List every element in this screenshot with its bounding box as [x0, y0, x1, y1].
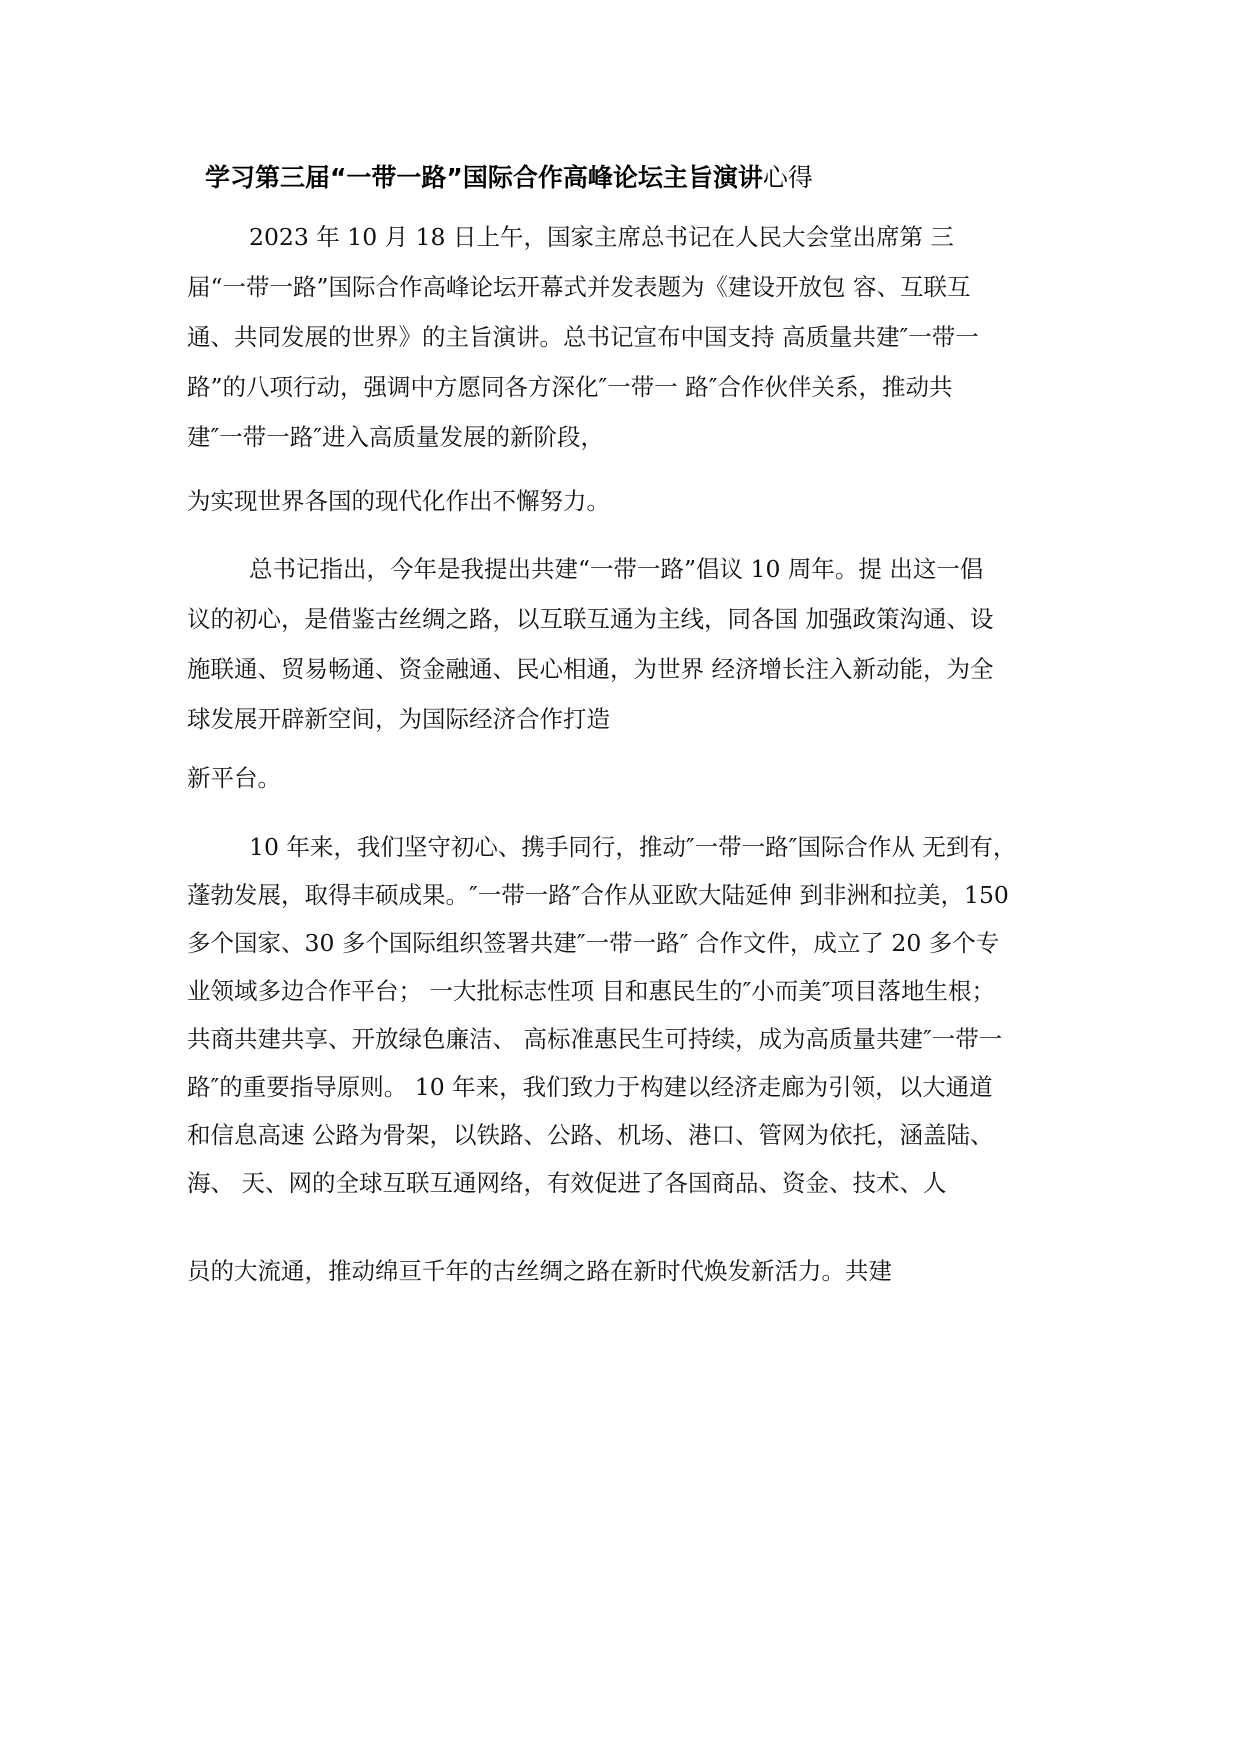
document-title — [205, 160, 813, 196]
paragraph-line: 和信息高速 公路为骨架，以铁路、公路、机场、港口、管网为依托，涵盖陆、 — [187, 1121, 994, 1149]
paragraph-1-continuation — [187, 484, 1057, 518]
paragraph-2 — [187, 552, 1057, 736]
paragraph-line: 新平台。 — [187, 764, 281, 792]
title-main: 学习第三届“一带一路”国际合作高峰论坛主旨演讲 — [205, 163, 763, 192]
paragraph-line: 业领域多边合作平台； 一大批标志性项 目和惠民生的″小而美″项目落地生根； — [187, 977, 995, 1005]
paragraph-3-continuation — [187, 1254, 1057, 1288]
paragraph-line: 路″的重要指导原则。 10 年来，我们致力于构建以经济走廊为引领，以大通道 — [187, 1073, 993, 1101]
paragraph-3 — [187, 830, 1057, 1200]
paragraph-line: 球发展开辟新空间，为国际经济合作打造 — [187, 705, 610, 733]
paragraph-line: 员的大流通，推动绵亘千年的古丝绸之路在新时代焕发新活力。共建 — [187, 1257, 892, 1285]
paragraph-2-continuation — [187, 761, 1057, 795]
title-suffix: 心得 — [762, 163, 813, 192]
paragraph-line: 施联通、贸易畅通、资金融通、民心相通，为世界 经济增长注入新动能，为全 — [187, 655, 994, 683]
paragraph-line: 2023 年 10 月 18 日上午，国家主席总书记在人民大会堂出席第 三 — [249, 223, 954, 251]
paragraph-line: 建″一带一路″进入高质量发展的新阶段， — [187, 423, 605, 451]
paragraph-line: 届“一带一路”国际合作高峰论坛开幕式并发表题为《建设开放包 容、互联互 — [187, 273, 971, 301]
paragraph-line: 蓬勃发展，取得丰硕成果。″一带一路″合作从亚欧大陆延伸 到非洲和拉美，150 — [187, 881, 1009, 909]
paragraph-line: 议的初心，是借鉴古丝绸之路，以互联互通为主线，同各国 加强政策沟通、设 — [187, 605, 994, 633]
paragraph-line: 通、共同发展的世界》的主旨演讲。总书记宣布中国支持 高质量共建″一带一 — [187, 323, 979, 351]
paragraph-line: 共商共建共享、开放绿色廉洁、 高标准惠民生可持续，成为高质量共建″一带一 — [187, 1025, 1003, 1053]
paragraph-line: 海、 天、网的全球互联互通网络，有效促进了各国商品、资金、技术、人 — [187, 1169, 947, 1197]
paragraph-line: 为实现世界各国的现代化作出不懈努力。 — [187, 487, 610, 515]
paragraph-line: 总书记指出，今年是我提出共建“一带一路”倡议 10 周年。提 出这一倡 — [249, 555, 984, 583]
paragraph-line: 10 年来，我们坚守初心、携手同行，推动″一带一路″国际合作从 无到有， — [249, 833, 1017, 861]
paragraph-1 — [187, 220, 1057, 454]
paragraph-line: 路”的八项行动，强调中方愿同各方深化″一带一 路″合作伙伴关系，推动共 — [187, 373, 953, 401]
paragraph-line: 多个国家、30 多个国际组织签署共建″一带一路″ 合作文件，成立了 20 多个专 — [187, 929, 1000, 957]
